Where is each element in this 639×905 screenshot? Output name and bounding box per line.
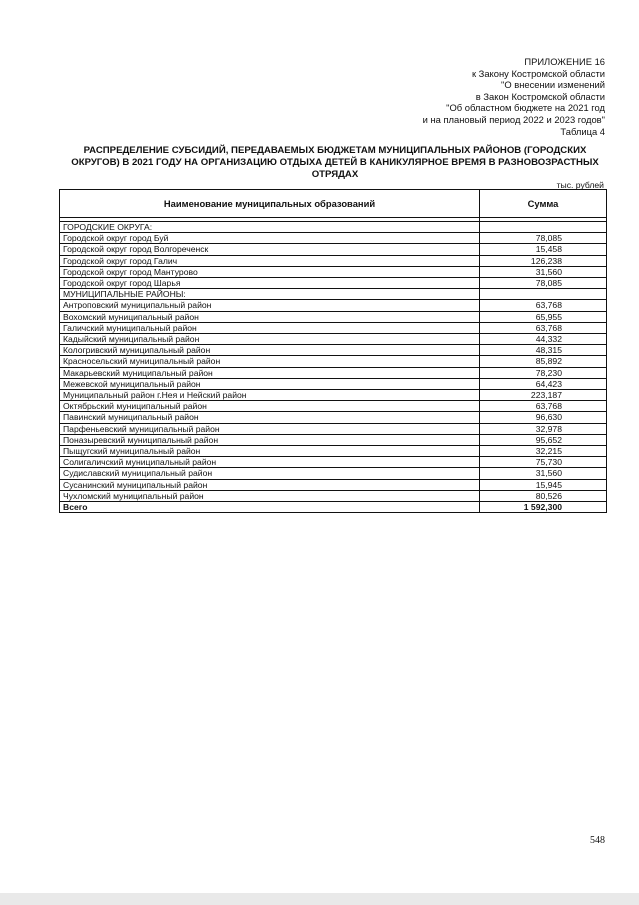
annex-line: в Закон Костромской области xyxy=(475,90,605,102)
row-amount: 95,652 xyxy=(480,434,607,445)
total-row xyxy=(60,502,607,513)
row-amount xyxy=(480,222,607,233)
row-amount: 48,315 xyxy=(480,345,607,356)
total-amount: 1 592,300 xyxy=(480,502,607,513)
row-amount: 31,560 xyxy=(480,468,607,479)
row-name: Антроповский муниципальный район xyxy=(60,300,480,311)
table-row xyxy=(60,457,607,468)
table-row xyxy=(60,412,607,423)
annex-line: "О внесении изменений xyxy=(501,79,605,91)
annex-line: и на плановый период 2022 и 2023 годов" xyxy=(422,113,605,125)
units-label: тыс. рублей xyxy=(556,180,604,190)
subsidy-table xyxy=(59,189,607,513)
table-row xyxy=(60,434,607,445)
row-name: Парфеньевский муниципальный район xyxy=(60,423,480,434)
row-amount: 63,768 xyxy=(480,401,607,412)
title-line: РАСПРЕДЕЛЕНИЕ СУБСИДИЙ, ПЕРЕДАВАЕМЫХ БЮДЖЕТАМ МУНИЦИПАЛЬНЫХ РАЙОНОВ (ГОРОДСКИХ xyxy=(83,145,587,156)
table-row xyxy=(60,378,607,389)
table-row xyxy=(60,446,607,457)
row-name: Красносельский муниципальный район xyxy=(60,356,480,367)
table-row xyxy=(60,490,607,501)
row-name: ГОРОДСКИЕ ОКРУГА: xyxy=(60,222,480,233)
document-title xyxy=(60,145,610,181)
table-row xyxy=(60,479,607,490)
title-line: ОТРЯДАХ xyxy=(311,169,359,180)
row-name: Муниципальный район г.Нея и Нейский район xyxy=(60,390,480,401)
table-row xyxy=(60,334,607,345)
row-amount: 85,892 xyxy=(480,356,607,367)
header-name: Наименование муниципальных образований xyxy=(60,190,480,218)
row-amount: 78,230 xyxy=(480,367,607,378)
annex-line: "Об областном бюджете на 2021 год xyxy=(446,102,605,114)
row-name: Октябрьский муниципальный район xyxy=(60,401,480,412)
row-amount: 126,238 xyxy=(480,255,607,266)
table-row xyxy=(60,278,607,289)
table-row xyxy=(60,322,607,333)
table-row xyxy=(60,244,607,255)
row-amount: 65,955 xyxy=(480,311,607,322)
row-amount: 223,187 xyxy=(480,390,607,401)
row-name: Пыщугский муниципальный район xyxy=(60,446,480,457)
scan-edge xyxy=(0,893,639,905)
table-row xyxy=(60,233,607,244)
table-row xyxy=(60,390,607,401)
table-row xyxy=(60,345,607,356)
table-row xyxy=(60,311,607,322)
header-amount: Сумма xyxy=(480,190,607,218)
row-amount: 63,768 xyxy=(480,300,607,311)
row-name: Павинский муниципальный район xyxy=(60,412,480,423)
table-row xyxy=(60,266,607,277)
annex-line: Таблица 4 xyxy=(560,125,605,137)
row-amount: 63,768 xyxy=(480,322,607,333)
page-number: 548 xyxy=(590,835,605,846)
row-name: МУНИЦИПАЛЬНЫЕ РАЙОНЫ: xyxy=(60,289,480,300)
table-row xyxy=(60,356,607,367)
table-body xyxy=(60,218,607,513)
row-name: Межевской муниципальный район xyxy=(60,378,480,389)
row-amount xyxy=(480,289,607,300)
table-row xyxy=(60,289,607,300)
table-row xyxy=(60,401,607,412)
row-name: Сусанинский муниципальный район xyxy=(60,479,480,490)
row-amount: 31,560 xyxy=(480,266,607,277)
row-amount: 15,945 xyxy=(480,479,607,490)
row-name: Городской округ город Буй xyxy=(60,233,480,244)
row-name: Чухломский муниципальный район xyxy=(60,490,480,501)
row-name: Городской округ город Волгореченск xyxy=(60,244,480,255)
row-name: Городской округ город Шарья xyxy=(60,278,480,289)
row-name: Кадыйский муниципальный район xyxy=(60,334,480,345)
row-name: Городской округ город Мантурово xyxy=(60,266,480,277)
row-amount: 75,730 xyxy=(480,457,607,468)
row-amount: 32,978 xyxy=(480,423,607,434)
table-row xyxy=(60,423,607,434)
annex-line: ПРИЛОЖЕНИЕ 16 xyxy=(524,56,605,67)
row-name: Судиславский муниципальный район xyxy=(60,468,480,479)
total-label: Всего xyxy=(60,502,480,513)
row-amount: 80,526 xyxy=(480,490,607,501)
annex-line: к Закону Костромской области xyxy=(471,67,605,79)
table-header-row xyxy=(60,190,607,218)
table-row xyxy=(60,367,607,378)
table-row xyxy=(60,222,607,233)
row-name: Поназыревский муниципальный район xyxy=(60,434,480,445)
row-amount: 44,332 xyxy=(480,334,607,345)
row-name: Вохомский муниципальный район xyxy=(60,311,480,322)
row-amount: 15,458 xyxy=(480,244,607,255)
row-amount: 64,423 xyxy=(480,378,607,389)
title-line: ОКРУГОВ) В 2021 ГОДУ НА ОРГАНИЗАЦИЮ ОТДЫХА ДЕТЕЙ В КАНИКУЛЯРНОЕ ВРЕМЯ В РАЗНОВОЗРАСТНЫХ xyxy=(71,157,599,168)
row-amount: 32,215 xyxy=(480,446,607,457)
table-row xyxy=(60,300,607,311)
row-name: Галичский муниципальный район xyxy=(60,322,480,333)
row-amount: 96,630 xyxy=(480,412,607,423)
annex-block xyxy=(423,56,605,137)
row-amount: 78,085 xyxy=(480,278,607,289)
row-name: Кологривский муниципальный район xyxy=(60,345,480,356)
table-row xyxy=(60,255,607,266)
row-name: Солигаличский муниципальный район xyxy=(60,457,480,468)
row-amount: 78,085 xyxy=(480,233,607,244)
row-name: Макарьевский муниципальный район xyxy=(60,367,480,378)
table-row xyxy=(60,468,607,479)
row-name: Городской округ город Галич xyxy=(60,255,480,266)
